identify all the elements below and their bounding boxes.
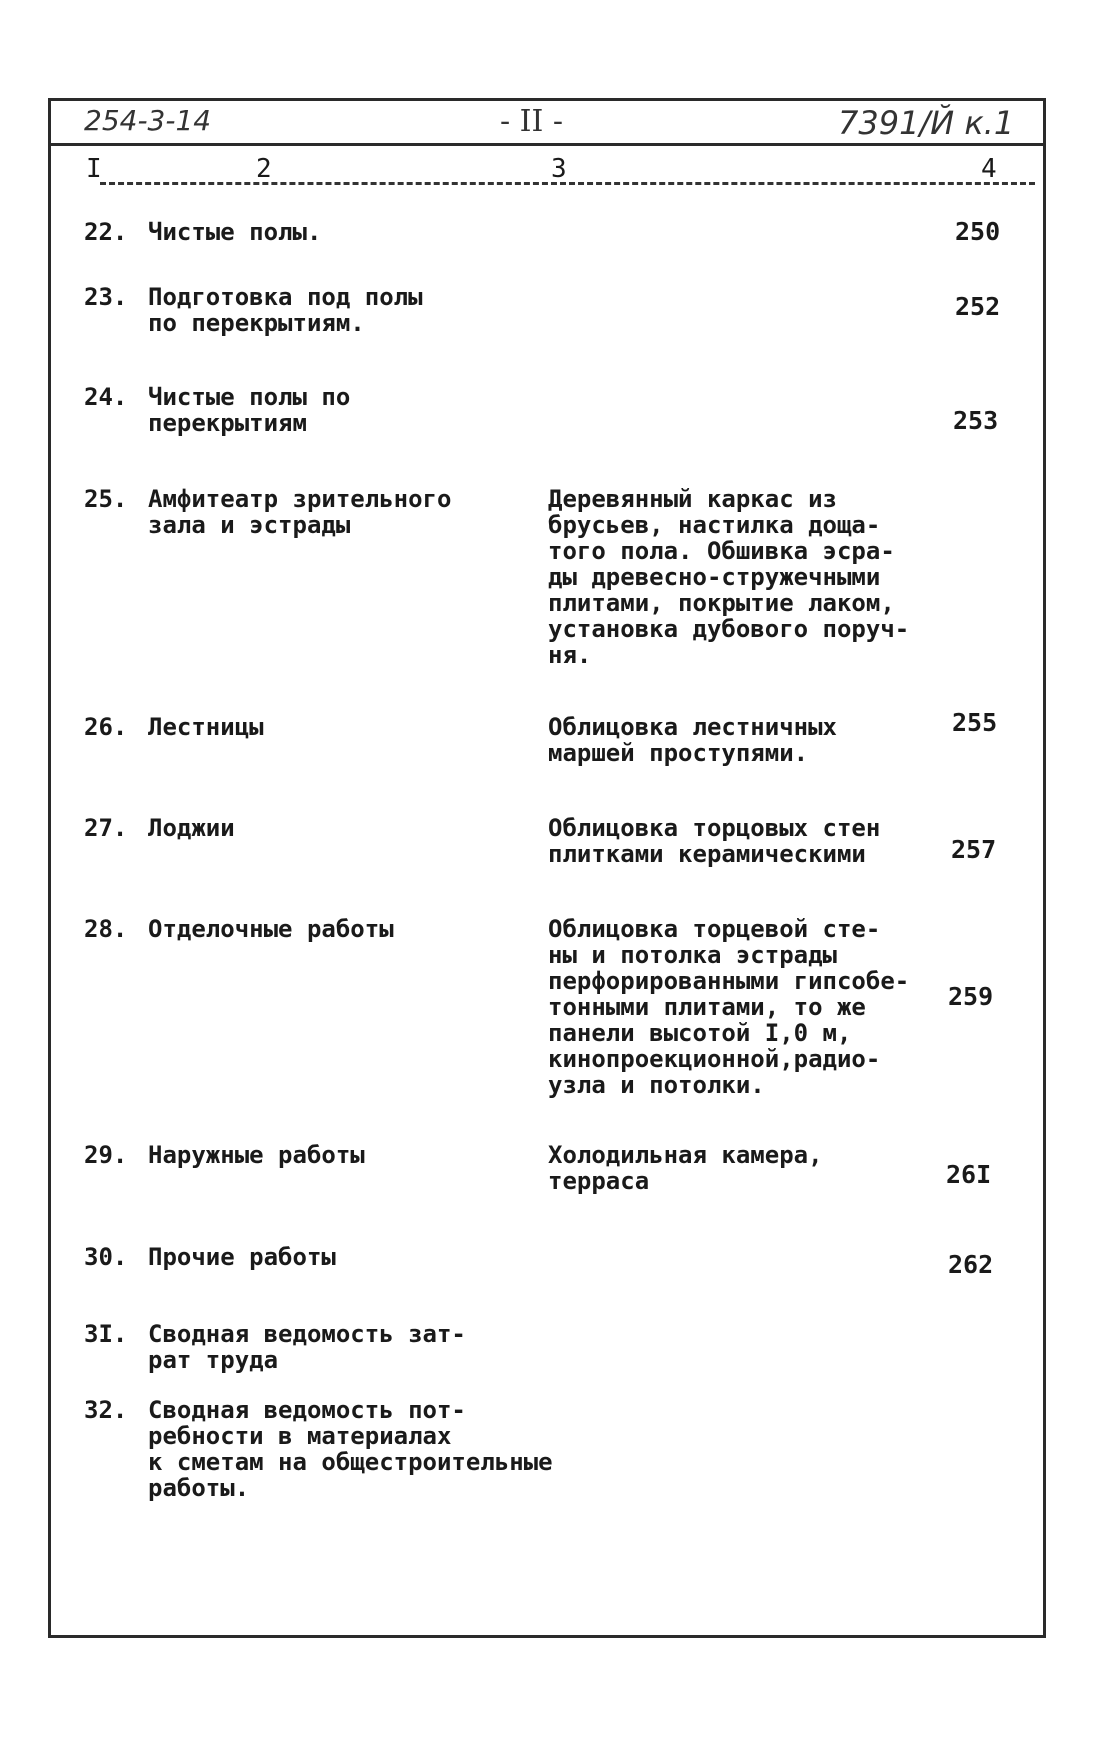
column-dash-line bbox=[100, 182, 1035, 185]
item-number: 27. bbox=[84, 814, 128, 842]
column-3-number: 3 bbox=[551, 154, 567, 184]
item-name: Наружные работы bbox=[148, 1141, 365, 1169]
item-number: 25. bbox=[84, 485, 128, 513]
item-name: Отделочные работы bbox=[148, 915, 394, 943]
item-page: 259 bbox=[948, 982, 994, 1011]
item-name: Амфитеатр зрительного зала и эстрады bbox=[148, 485, 452, 539]
item-page: 250 bbox=[955, 217, 1001, 246]
item-name: Лоджии bbox=[148, 814, 235, 842]
item-description: Деревянный каркас из брусьев, настилка доща- того пола. Обшивка эсра- ды древесно-стружечными плитами, покрытие лаком, установка дубового поруч- ня. bbox=[548, 485, 910, 669]
item-name: Прочие работы bbox=[148, 1243, 336, 1271]
item-number: 29. bbox=[84, 1141, 128, 1169]
item-name: Лестницы bbox=[148, 713, 264, 741]
item-description: Облицовка торцевой сте- ны и потолка эстрады перфорированными гипсобе- тонными плитами, то же панели высотой I,0 м, кинопроекционной,радио- узла и потолки. bbox=[548, 915, 910, 1099]
column-numbers bbox=[86, 154, 1026, 188]
item-page: 257 bbox=[951, 835, 997, 864]
item-name: Подготовка под полы по перекрытиям. bbox=[148, 283, 423, 337]
column-2-number: 2 bbox=[256, 154, 272, 184]
item-page: 253 bbox=[953, 406, 999, 435]
column-1-number: I bbox=[86, 154, 102, 184]
item-description: Облицовка лестничных маршей проступями. bbox=[548, 713, 837, 767]
item-page: 262 bbox=[948, 1250, 994, 1279]
header-divider bbox=[48, 143, 1046, 146]
item-name: Чистые полы по перекрытиям bbox=[148, 383, 351, 437]
item-number: 22. bbox=[84, 218, 128, 246]
item-description: Облицовка торцовых стен плитками керамическими bbox=[548, 814, 881, 868]
archive-code: 7391/Й к.1 bbox=[838, 104, 1015, 142]
item-name: Сводная ведомость зат- рат труда bbox=[148, 1320, 466, 1374]
doc-code: 254-3-14 bbox=[84, 104, 212, 137]
column-4-number: 4 bbox=[981, 154, 997, 184]
item-number: 24. bbox=[84, 383, 128, 411]
item-number: 26. bbox=[84, 713, 128, 741]
item-number: 32. bbox=[84, 1396, 128, 1424]
item-number: 3I. bbox=[84, 1320, 128, 1348]
page-number: - II - bbox=[500, 104, 564, 139]
item-number: 28. bbox=[84, 915, 128, 943]
item-name: Сводная ведомость пот- ребности в материалах к сметам на общестроительные работы. bbox=[148, 1396, 553, 1502]
item-number: 30. bbox=[84, 1243, 128, 1271]
item-name: Чистые полы. bbox=[148, 218, 322, 246]
item-page: 255 bbox=[952, 708, 998, 737]
item-number: 23. bbox=[84, 283, 128, 311]
item-page: 26I bbox=[946, 1160, 992, 1189]
item-page: 252 bbox=[955, 292, 1001, 321]
item-description: Холодильная камера, терраса bbox=[548, 1141, 823, 1195]
